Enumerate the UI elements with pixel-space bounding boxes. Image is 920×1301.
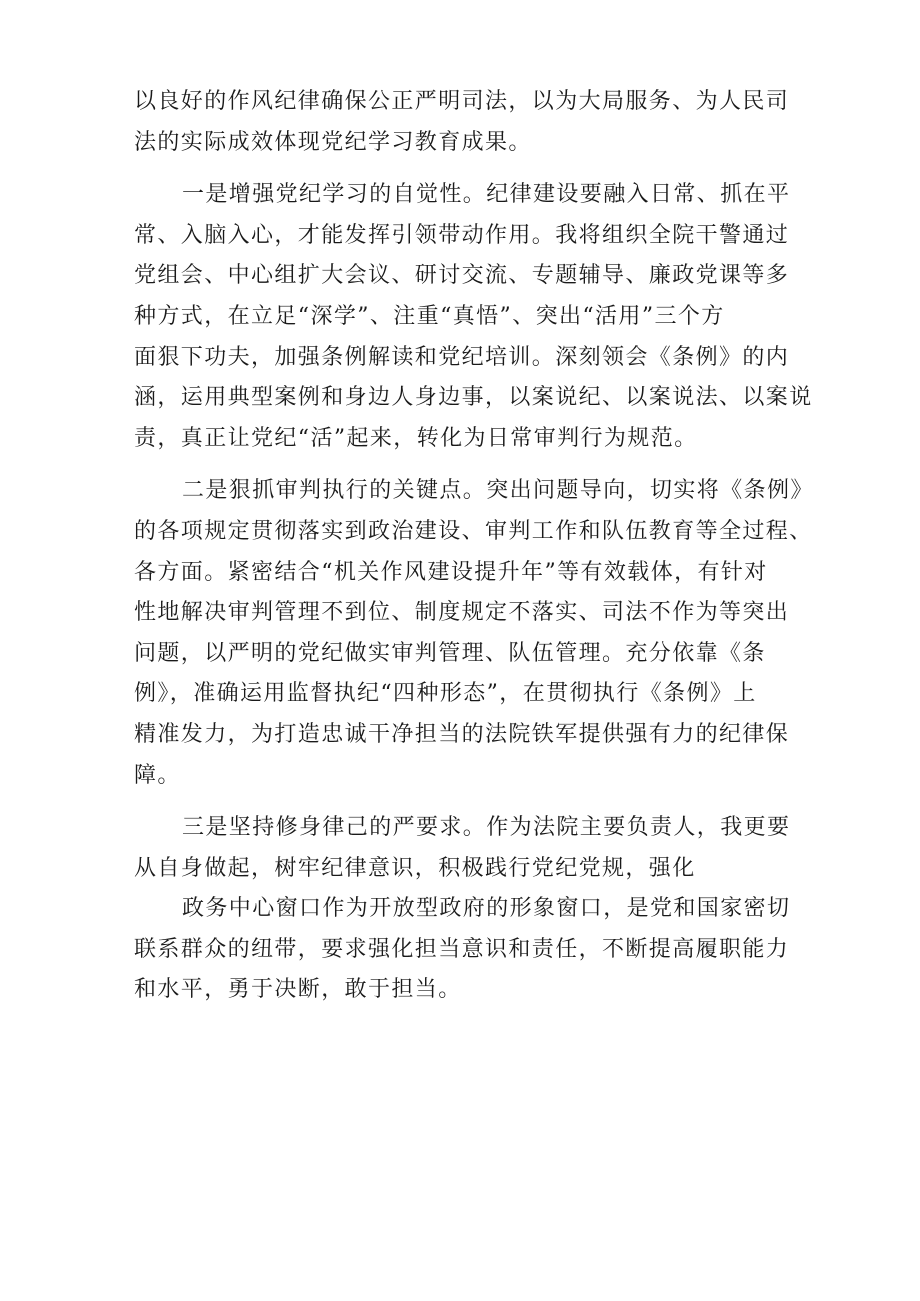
text-line: 的各项规定贯彻落实到政治建设、审判工作和队伍教育等全过程、 <box>134 518 813 544</box>
text-line: 常、入脑入心，才能发挥引领带动作用。我将组织全院干警通过 <box>134 222 790 248</box>
paragraph-point-one <box>134 175 813 459</box>
paragraph-point-two <box>134 471 814 796</box>
paragraph-continuation <box>134 82 794 163</box>
text-line: 性地解决审判管理不到位、制度规定不落实、司法不作为等突出 <box>134 600 790 626</box>
text-line: 和水平，勇于决断，敢于担当。 <box>134 977 462 1003</box>
text-line: 例》，准确运用监督执纪“四种形态”，在贯彻执行《条例》上 <box>134 681 757 707</box>
text-line: 从自身做起，树牢纪律意识，积极践行党纪党规，强化 <box>134 855 696 881</box>
text-line: 涵，运用典型案例和身边人身边事，以案说纪、以案说法、以案说 <box>134 385 813 411</box>
text-line: 三是坚持修身律己的严要求。作为法院主要负责人，我更要 <box>182 815 791 841</box>
document-body <box>134 82 814 1011</box>
text-line: 各方面。紧密结合“机关作风建设提升年”等有效载体，有针对 <box>134 559 768 585</box>
text-line: 种方式，在立足“深学”、注重“真悟”、突出“活用”三个方 <box>134 303 725 329</box>
text-line: 面狠下功夫，加强条例解读和党纪培训。深刻领会《条例》的内 <box>134 344 790 370</box>
text-line: 政务中心窗口作为开放型政府的形象窗口，是党和国家密切 <box>182 896 791 922</box>
text-line: 法的实际成效体现党纪学习教育成果。 <box>134 129 532 155</box>
text-line: 联系群众的纽带，要求强化担当意识和责任，不断提高履职能力 <box>134 936 790 962</box>
text-line: 问题，以严明的党纪做实审判管理、队伍管理。充分依靠《条 <box>134 640 766 666</box>
text-line: 二是狠抓审判执行的关键点。突出问题导向，切实将《条例》 <box>182 478 814 504</box>
text-line: 障。 <box>134 762 181 788</box>
text-line: 责，真正让党纪“活”起来，转化为日常审判行为规范。 <box>134 425 698 451</box>
text-line: 党组会、中心组扩大会议、研讨交流、专题辅导、廉政党课等多 <box>134 263 790 289</box>
text-line: 精准发力，为打造忠诚干净担当的法院铁军提供强有力的纪律保 <box>134 721 790 747</box>
paragraph-point-three <box>134 808 794 889</box>
paragraph-service-center <box>134 889 794 1011</box>
text-line: 以良好的作风纪律确保公正严明司法，以为大局服务、为人民司 <box>134 89 790 114</box>
text-line: 一是增强党纪学习的自觉性。纪律建设要融入日常、抓在平 <box>182 182 791 208</box>
